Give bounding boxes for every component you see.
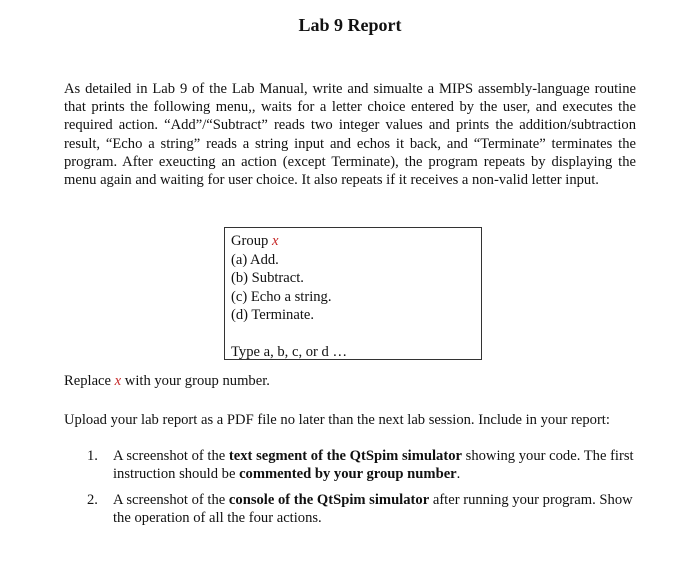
menu-option-add: (a) Add. — [231, 251, 279, 268]
menu-option-terminate: (d) Terminate. — [231, 307, 314, 323]
group-placeholder-x: x — [271, 233, 279, 249]
menu-option-subtract: (b) Subtract. — [231, 270, 304, 286]
page-title: Lab 9 Report — [298, 15, 402, 35]
requirement-item-1 — [64, 447, 636, 483]
replace-note-x: x — [114, 373, 122, 389]
menu-spacer — [231, 325, 481, 343]
menu-box — [224, 227, 482, 360]
upload-paragraph: Upload your lab report as a PDF file no later than the next lab session. Include in your report: — [64, 412, 610, 428]
replace-note-after: with your group number. — [124, 373, 270, 389]
requirement-prefix: A screenshot of the — [113, 492, 226, 508]
requirement-bold-console: console of the QtSpim simulator — [228, 492, 430, 508]
requirement-number: 2. — [87, 492, 98, 508]
menu-prompt: Type a, b, c, or d … — [231, 343, 348, 360]
menu-option-echo: (c) Echo a string. — [231, 288, 332, 305]
requirement-suffix: . — [456, 466, 461, 483]
menu-group-line — [231, 232, 481, 251]
requirement-middle: after running your program. Show the operation of all the four actions. — [113, 492, 633, 527]
replace-note — [64, 372, 270, 390]
requirement-text — [113, 492, 633, 526]
requirement-text — [113, 448, 634, 482]
requirement-bold-text-segment: text segment of the QtSpim simulator — [228, 448, 462, 464]
requirement-number: 1. — [87, 448, 98, 464]
requirement-bold-commented: commented by your group number — [239, 466, 457, 483]
replace-note-before: Replace — [64, 373, 111, 389]
requirement-item-2 — [64, 491, 636, 527]
requirement-prefix: A screenshot of the — [113, 448, 226, 464]
menu-group-label: Group — [231, 233, 269, 249]
intro-paragraph: As detailed in Lab 9 of the Lab Manual, write and simualte a MIPS assembly-language routine that prints the following menu,, waits for a letter choice entered by the user, and executes the required action. “Add”/“Subtract” reads two integer values and prints the addition/subtraction result, “Echo a string” reads a string input and echos it back, and “Terminate” terminates the program. After exeucting an action (except Terminate), the program repeats by displaying the menu again and waiting for user choice. It also repeats if it receives a non-valid letter input. — [64, 81, 636, 189]
requirement-middle: showing your code. The first instruction should be — [113, 448, 634, 483]
